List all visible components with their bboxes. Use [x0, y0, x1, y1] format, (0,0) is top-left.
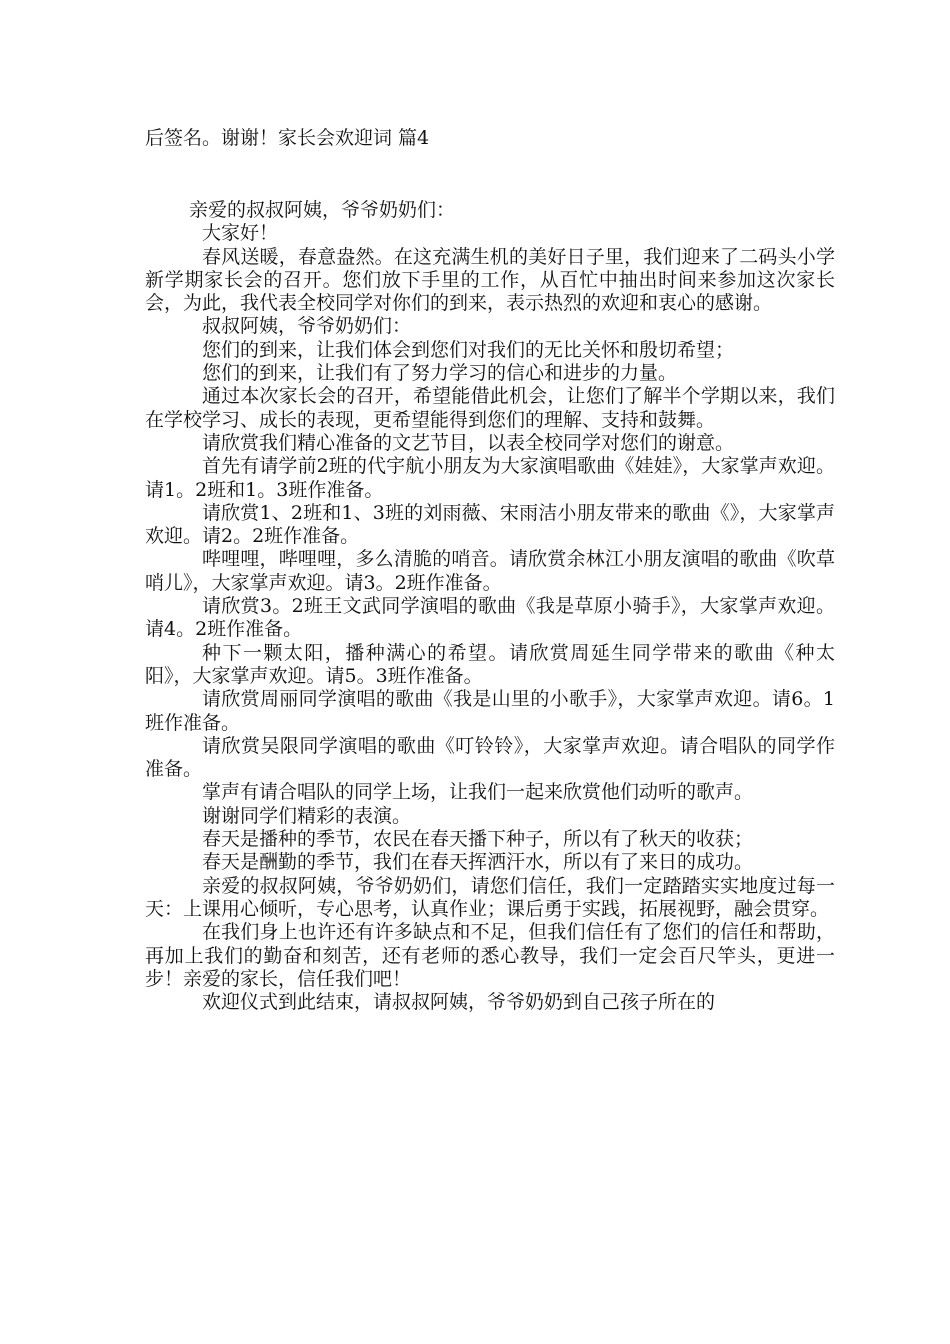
paragraph: 种下一颗太阳，播种满心的希望。请欣赏周延生同学带来的歌曲《种太阳》，大家掌声欢迎。请5。3班作准备。 [145, 641, 835, 687]
paragraph: 请欣赏周丽同学演唱的歌曲《我是山里的小歌手》，大家掌声欢迎。请6。1班作准备。 [145, 688, 835, 734]
paragraph: 掌声有请合唱队的同学上场，让我们一起来欣赏他们动听的歌声。 [202, 781, 754, 804]
paragraph: 您们的到来，让我们体会到您们对我们的无比关怀和殷切希望； [202, 338, 735, 361]
heading-line: 后签名。谢谢！家长会欢迎词 篇4 [145, 127, 430, 149]
paragraph: 谢谢同学们精彩的表演。 [202, 804, 412, 827]
paragraph: 大家好！ [202, 222, 279, 245]
paragraph: 请欣赏我们精心准备的文艺节目，以表全校同学对您们的谢意。 [202, 431, 735, 454]
paragraph: 叔叔阿姨，爷爷奶奶们： [202, 315, 412, 338]
paragraph: 哔哩哩，哔哩哩，多么清脆的哨音。请欣赏余林江小朋友演唱的歌曲《吹草哨儿》，大家掌声欢迎。请3。2班作准备。 [145, 548, 835, 594]
salutation: 亲爱的叔叔阿姨，爷爷奶奶们： [189, 199, 456, 221]
paragraph: 请欣赏3。2班王文武同学演唱的歌曲《我是草原小骑手》，大家掌声欢迎。请4。2班作准备。 [145, 595, 835, 641]
paragraph: 亲爱的叔叔阿姨，爷爷奶奶们，请您们信任，我们一定踏踏实实地度过每一天：上课用心倾听，专心思考，认真作业；课后勇于实践，拓展视野，融会贯穿。 [145, 874, 835, 920]
paragraph: 通过本次家长会的召开，希望能借此机会，让您们了解半个学期以来，我们在学校学习、成长的表现，更希望能得到您们的理解、支持和鼓舞。 [145, 385, 835, 431]
paragraph: 春天是播种的季节，农民在春天播下种子，所以有了秋天的收获； [202, 828, 754, 851]
paragraph: 欢迎仪式到此结束，请叔叔阿姨，爷爷奶奶到自己孩子所在的 [202, 991, 716, 1014]
paragraph: 请欣赏吴限同学演唱的歌曲《叮铃铃》，大家掌声欢迎。请合唱队的同学作准备。 [145, 734, 835, 781]
paragraph: 您们的到来，让我们有了努力学习的信心和进步的力量。 [202, 362, 678, 385]
paragraph: 春风送暖，春意盎然。在这充满生机的美好日子里，我们迎来了二码头小学新学期家长会的召开。您们放下手里的工作，从百忙中抽出时间来参加这次家长会，为此，我代表全校同学对你们的到来，表示热烈的欢迎和衷心的感谢。 [145, 245, 835, 315]
paragraph: 请欣赏1、2班和1、3班的刘雨薇、宋雨洁小朋友带来的歌曲《》，大家掌声欢迎。请2。2班作准备。 [145, 501, 835, 548]
paragraph: 春天是酬勤的季节，我们在春天挥洒汗水，所以有了来日的成功。 [202, 851, 754, 874]
paragraph: 在我们身上也许还有许多缺点和不足，但我们信任有了您们的信任和帮助，再加上我们的勤奋和刻苦，还有老师的悉心教导，我们一定会百尺竿头，更进一步！亲爱的家长，信任我们吧！ [145, 921, 835, 990]
document-body [145, 199, 835, 1014]
paragraph: 首先有请学前2班的代宇航小朋友为大家演唱歌曲《娃娃》，大家掌声欢迎。请1。2班和1。3班作准备。 [145, 455, 835, 501]
